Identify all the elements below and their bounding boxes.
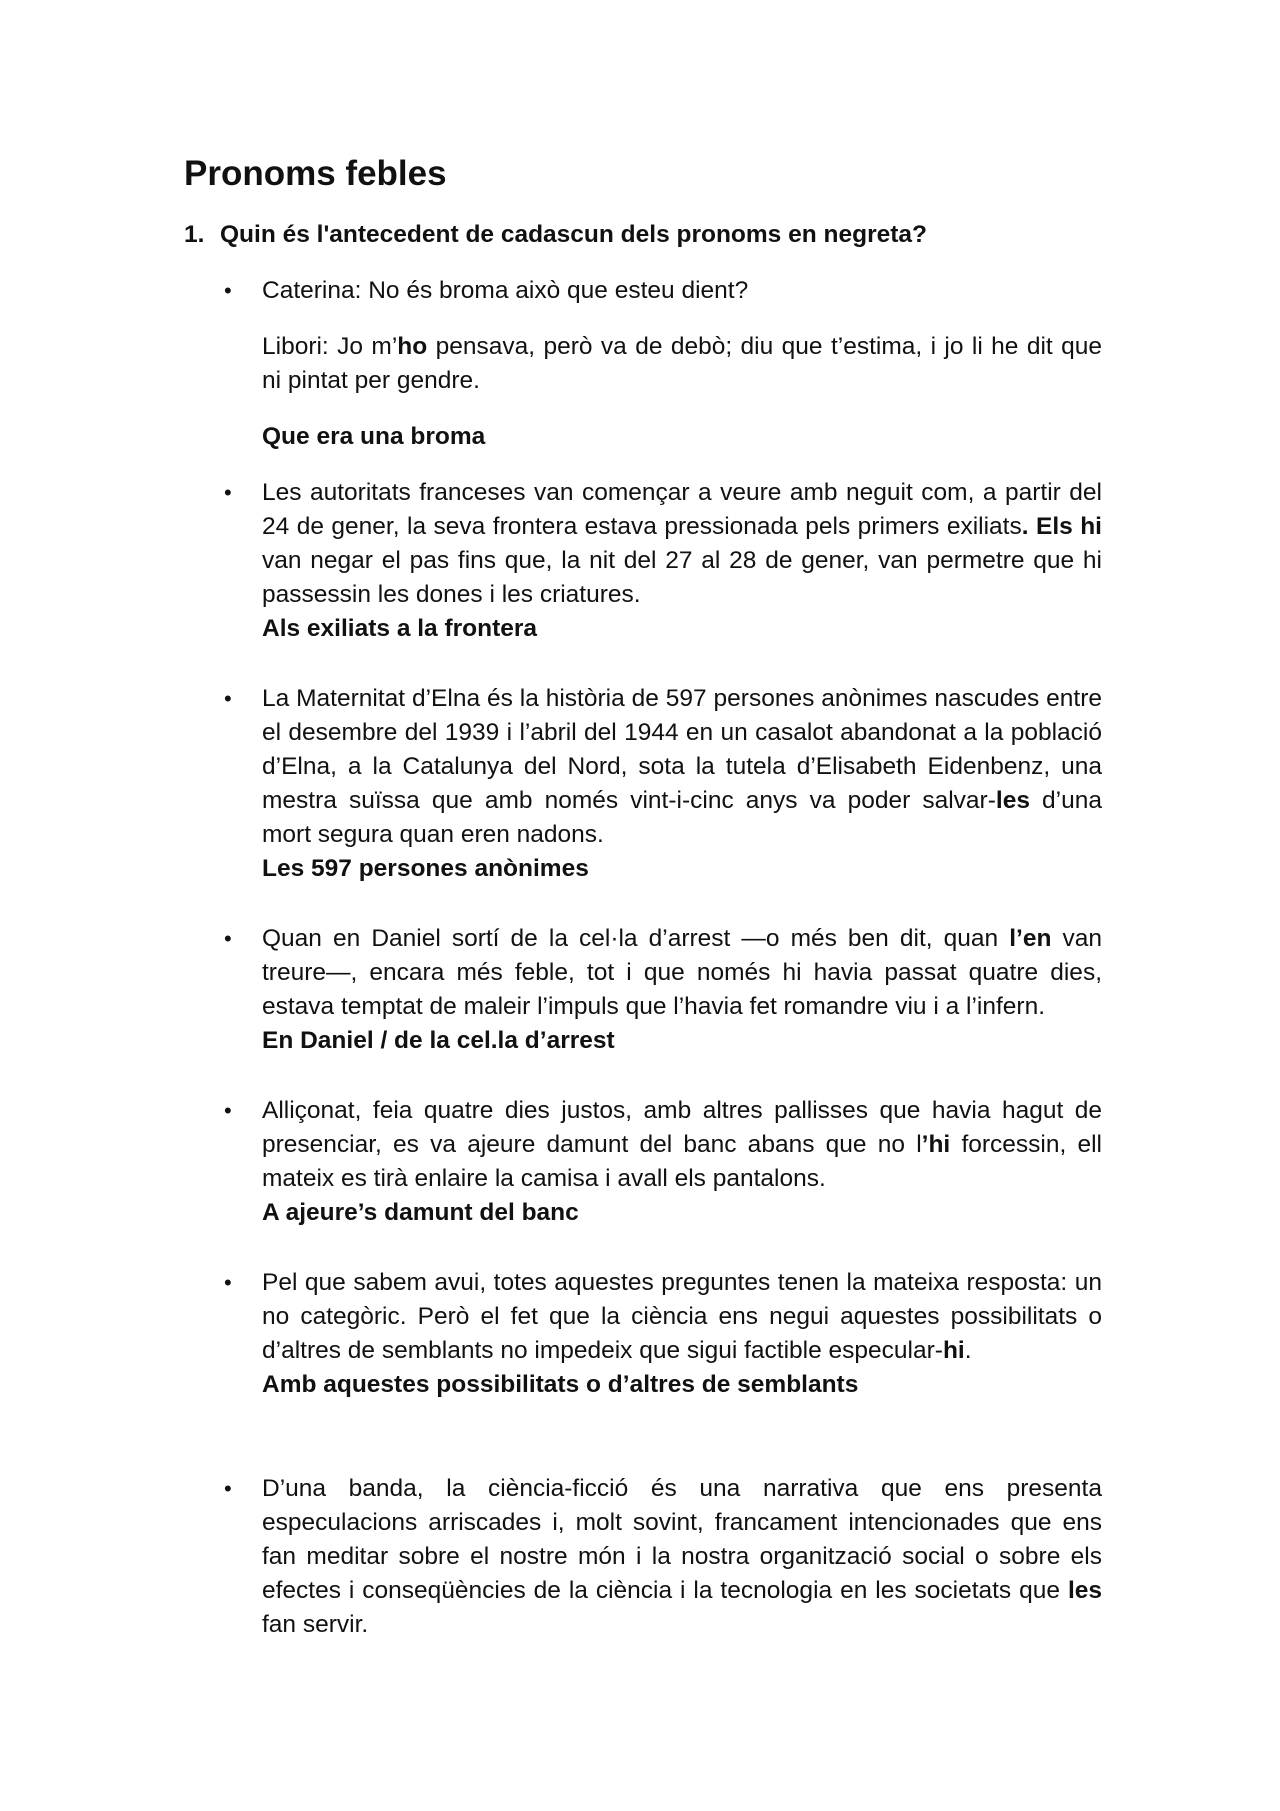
bold-pronoun: . Els hi — [1021, 513, 1102, 540]
answer-text: Les 597 persones anònimes — [262, 855, 589, 882]
list-item — [224, 1266, 1102, 1402]
bold-pronoun: les — [995, 787, 1030, 814]
list-item — [224, 922, 1102, 1058]
page-title: Pronoms febles — [184, 154, 447, 193]
question-heading — [184, 220, 927, 250]
item-text: Pel que sabem avui, totes aquestes preguntes tenen la mateixa resposta: un no categòric. Però el fet que la ciència ens negui aquestes possibilitats o d’altres de semblants no impedeix que sigui factible especular-hi. — [262, 1269, 1102, 1364]
list-item — [224, 1472, 1102, 1642]
item-text: Les autoritats franceses van començar a veure amb neguit com, a partir del 24 de gener, la seva frontera estava pressionada pels primers exiliats. Els hi van negar el pas fins que, la nit del 27 al 28 de gener, van permetre que hi passessin les dones i les criatures. — [262, 479, 1102, 608]
answer-text: A ajeure’s damunt del banc — [262, 1199, 579, 1226]
dialog-line: Caterina: No és broma això que esteu dient? — [262, 277, 749, 304]
list-item — [224, 682, 1102, 886]
item-text: La Maternitat d’Elna és la història de 597 persones anònimes nascudes entre el desembre del 1939 i l’abril del 1944 en un casalot abandonat a la població d’Elna, a la Catalunya del Nord, sota la tutela d’Elisabeth Eidenbenz, una mestra suïssa que amb només vint-i-cinc anys va poder salvar-les d’una mort segura quan eren nadons. — [262, 685, 1102, 848]
list-item — [224, 274, 1102, 308]
bullet-icon: • — [224, 1270, 232, 1295]
question-text: Quin és l'antecedent de cadascun dels pronoms en negreta? — [220, 221, 927, 248]
answer-block — [262, 420, 1102, 454]
bold-pronoun: l’en — [1009, 925, 1052, 952]
item-text: D’una banda, la ciència-ficció és una narrativa que ens presenta especulacions arriscades i, molt sovint, francament intencionades que ens fan meditar sobre el nostre món i la nostra organització social o sobre els efectes i conseqüències de la ciència i la tecnologia en les societats que les fan servir. — [262, 1475, 1102, 1638]
bullet-icon: • — [224, 686, 232, 711]
question-number: 1. — [184, 221, 205, 248]
list-item — [224, 1094, 1103, 1230]
bullet-icon: • — [224, 1476, 232, 1501]
bold-pronoun: les — [1067, 1577, 1102, 1604]
bullet-icon: • — [224, 278, 232, 303]
bold-pronoun: hi — [942, 1337, 965, 1364]
bold-pronoun: ho — [397, 333, 428, 360]
bullet-icon: • — [224, 926, 232, 951]
answer-text: Amb aquestes possibilitats o d’altres de semblants — [262, 1371, 859, 1398]
list-item-continuation — [262, 330, 1102, 398]
bold-pronoun: ’hi — [921, 1131, 951, 1158]
answer-text: Als exiliats a la frontera — [262, 615, 538, 642]
list-item — [224, 476, 1102, 646]
item-text: Alliçonat, feia quatre dies justos, amb altres pallisses que havia hagut de presenciar, es va ajeure damunt del banc abans que no l’hi forcessin, ell mateix es tirà enlaire la camisa i avall els pantalons. — [262, 1097, 1103, 1192]
bullet-icon: • — [224, 1098, 232, 1123]
answer-text: Que era una broma — [262, 423, 486, 450]
answer-text: En Daniel / de la cel.la d’arrest — [262, 1027, 615, 1054]
bullet-icon: • — [224, 480, 232, 505]
dialog-line: Libori: Jo m’ho pensava, però va de debò; diu que t’estima, i jo li he dit que ni pintat per gendre. — [262, 333, 1102, 394]
item-text: Quan en Daniel sortí de la cel·la d’arrest —o més ben dit, quan l’en van treure—, encara més feble, tot i que només hi havia passat quatre dies, estava temptat de maleir l’impuls que l’havia fet romandre viu i a l’infern. — [262, 925, 1102, 1020]
